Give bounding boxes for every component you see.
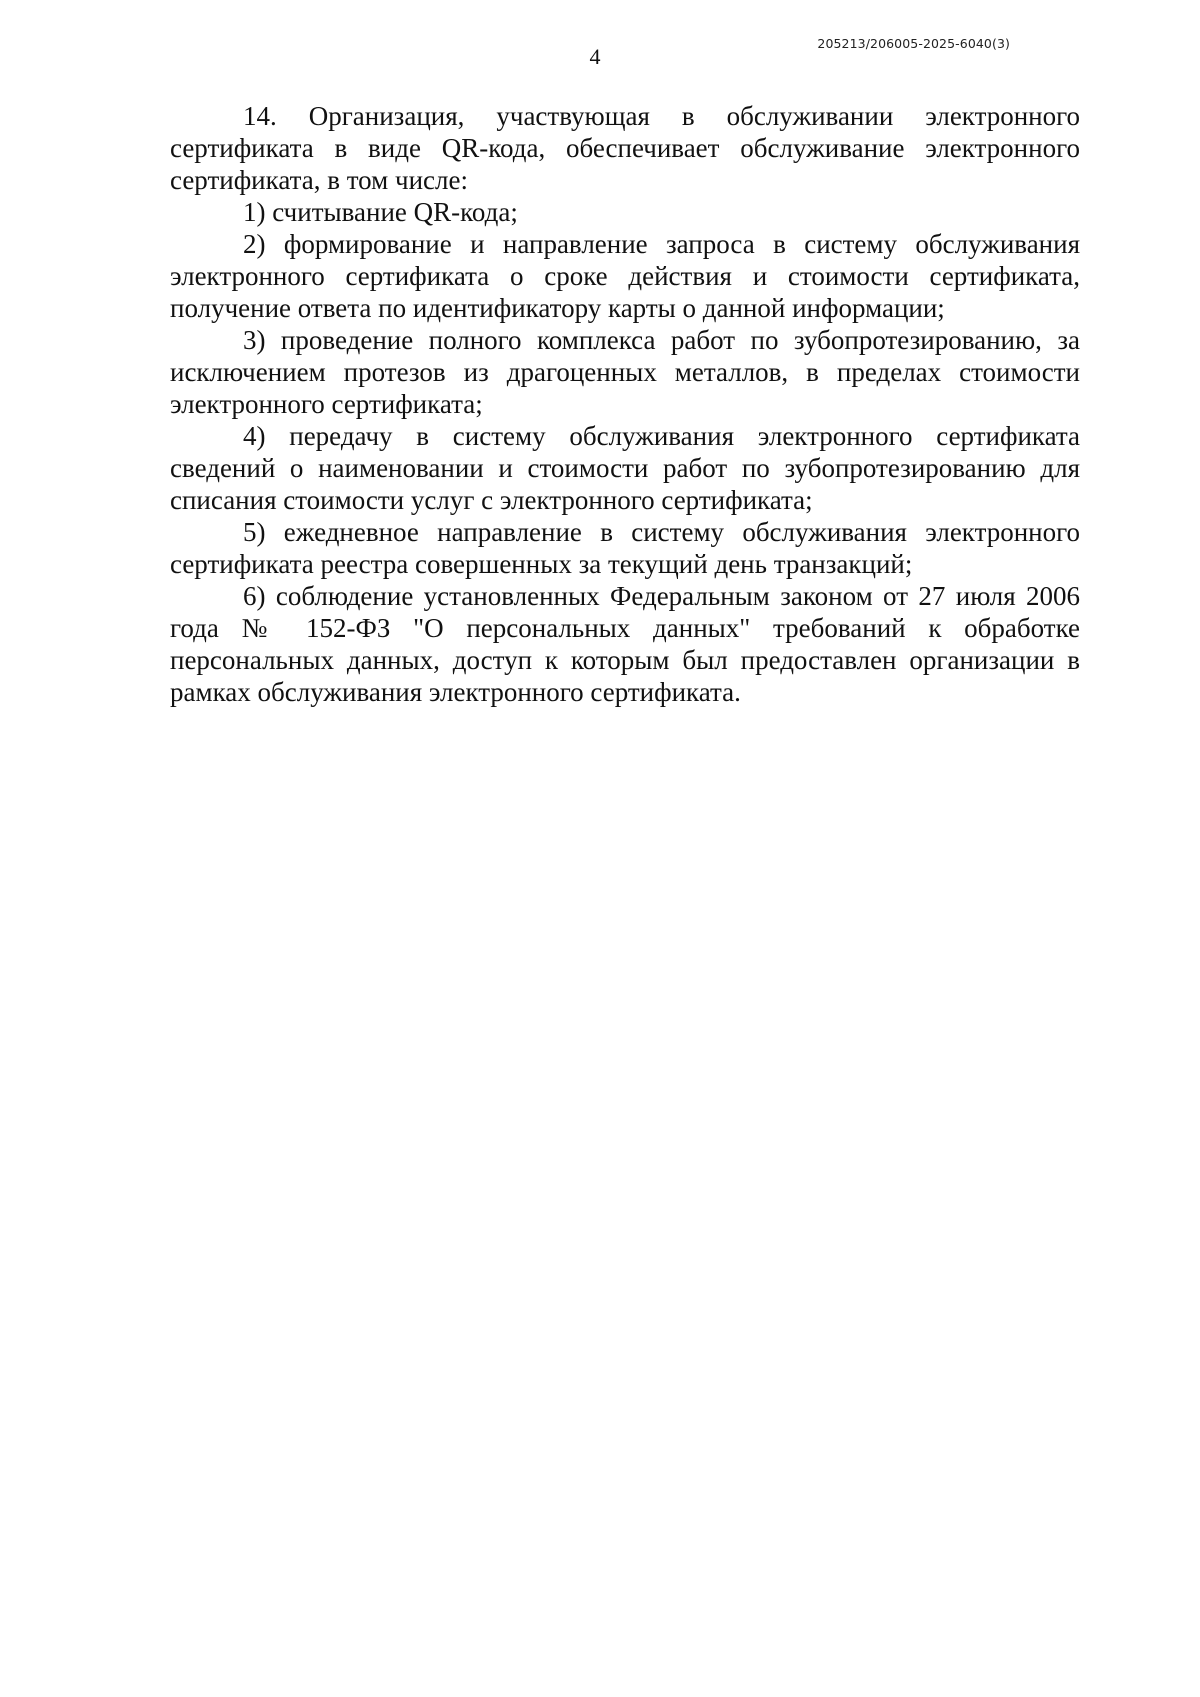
list-item-4: 4) передачу в систему обслуживания электронного сертификата сведений о наименовании и стоимости работ по зубопротезированию для списания стоимости услуг с электронного сертификата; bbox=[170, 421, 1080, 515]
document-id: 205213/206005-2025-6040(3) bbox=[817, 36, 1010, 51]
list-item-3: 3) проведение полного комплекса работ по зубопротезированию, за исключением протезов из драгоценных металлов, в пределах стоимости электронного сертификата; bbox=[170, 325, 1080, 419]
paragraph-14: 14. Организация, участвующая в обслуживании электронного сертификата в виде QR-кода, обеспечивает обслуживание электронного сертификата, в том числе: bbox=[170, 101, 1080, 195]
list-item-2: 2) формирование и направление запроса в систему обслуживания электронного сертификата о сроке действия и стоимости сертификата, получение ответа по идентификатору карты о данной информации; bbox=[170, 229, 1080, 323]
list-item-6: 6) соблюдение установленных Федеральным законом от 27 июля 2006 года № 152-ФЗ "О персональных данных" требований к обработке персональных данных, доступ к которым был предоставлен организации в рамках обслуживания электронного сертификата. bbox=[170, 581, 1080, 707]
list-item-1: 1) считывание QR-кода; bbox=[243, 197, 518, 227]
page-number: 4 bbox=[589, 44, 601, 69]
list-item-5: 5) ежедневное направление в систему обслуживания электронного сертификата реестра совершенных за текущий день транзакций; bbox=[170, 517, 1080, 579]
document-body bbox=[170, 100, 1080, 708]
